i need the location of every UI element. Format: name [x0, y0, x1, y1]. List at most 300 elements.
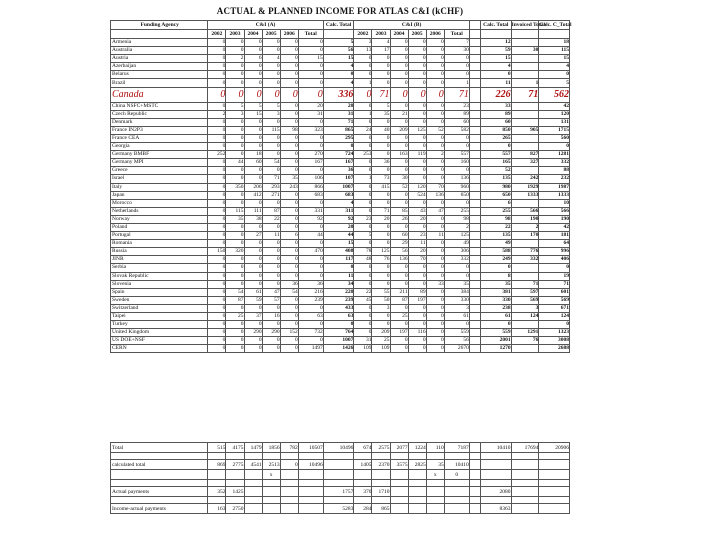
agency-name: CERN [111, 345, 208, 353]
check-box-b: x [426, 470, 444, 480]
value-cell-a: 0 [280, 215, 298, 223]
value-cell-a: 1425 [226, 487, 244, 497]
spacer-row [111, 480, 570, 487]
spacer-cell [469, 288, 480, 296]
value-cell-b: 0 [408, 102, 426, 110]
value-cell-a: 2 [226, 55, 244, 63]
value-cell-a: 0 [298, 71, 323, 79]
spacer-cell [469, 321, 480, 329]
value-cell-a: 216 [298, 288, 323, 296]
value-cell-b: 10410 [444, 460, 469, 470]
value-cell-b: 0 [354, 102, 372, 110]
value-cell-a: 0 [298, 87, 323, 102]
value-cell-a: 0 [298, 223, 323, 231]
value-cell-b: 0 [372, 191, 390, 199]
value-cell-b: 0 [354, 63, 372, 71]
value-cell-b: 0 [354, 223, 372, 231]
agency-name: Romania [111, 240, 208, 248]
value-cell-b: 0 [426, 321, 444, 329]
value-cell-a: 0 [208, 264, 226, 272]
total-cell: 226 [480, 87, 511, 102]
value-cell-a: 0 [280, 223, 298, 231]
value-cell-a: 0 [208, 223, 226, 231]
value-cell-a: 0 [226, 199, 244, 207]
total-cell: 135 [480, 175, 511, 183]
agency-name: Denmark [111, 118, 208, 126]
total-cell: 12 [480, 39, 511, 47]
value-cell-b: 0 [372, 71, 390, 79]
total-cell [511, 118, 539, 126]
value-cell-a: 0 [298, 143, 323, 151]
total-cell: 249 [480, 256, 511, 264]
calc-total-a: 4 [323, 63, 354, 71]
value-cell-b: 0 [426, 264, 444, 272]
blank-cell [208, 470, 226, 480]
value-cell-b: 0 [372, 199, 390, 207]
agency-name: Serbia [111, 264, 208, 272]
value-cell-b: 332 [444, 256, 469, 264]
value-cell-a: 167 [298, 159, 323, 167]
agency-name: Brazil [111, 79, 208, 87]
header-row-years [111, 30, 570, 39]
value-cell-a: 0 [262, 79, 280, 87]
value-cell-b: 0 [372, 143, 390, 151]
value-cell-b: 0 [408, 143, 426, 151]
value-cell-a: 20 [298, 102, 323, 110]
value-cell-b: 0 [354, 207, 372, 215]
total-cell: 190 [539, 215, 570, 223]
blank-cell [280, 470, 298, 480]
value-cell-b: 89 [408, 288, 426, 296]
calc-total-a: 1007 [323, 337, 354, 345]
value-cell-a: 350 [226, 183, 244, 191]
total-cell: 10410 [480, 443, 511, 453]
value-cell-b: 1 [354, 79, 372, 87]
value-cell-b: 0 [354, 272, 372, 280]
total-cell: 0 [539, 264, 570, 272]
value-cell-a: 0 [244, 118, 262, 126]
value-cell-b: 4 [372, 39, 390, 47]
value-cell-b: 0 [426, 47, 444, 55]
check-value-b: 0 [444, 470, 469, 480]
value-cell-a: 0 [226, 47, 244, 55]
value-cell-b: 23 [354, 215, 372, 223]
value-cell-b: 1 [354, 110, 372, 118]
value-cell-a: 36 [298, 280, 323, 288]
value-cell-b: 0 [426, 345, 444, 353]
header-blank [469, 30, 480, 39]
blank-cell [323, 470, 354, 480]
value-cell-a: 0 [226, 329, 244, 337]
spacer-cell [539, 453, 570, 460]
value-cell-a: 331 [298, 207, 323, 215]
table-row [111, 102, 570, 110]
value-cell-a: 0 [280, 167, 298, 175]
calc-total-a: 4 [323, 79, 354, 87]
value-cell-a: 0 [244, 47, 262, 55]
value-cell-a: 0 [262, 321, 280, 329]
value-cell-b: 125 [372, 248, 390, 256]
value-cell-b: 136 [426, 191, 444, 199]
spacer-cell [372, 453, 390, 460]
value-cell-b: 197 [390, 329, 408, 337]
blank-cell [511, 470, 539, 480]
total-cell: 18 [539, 39, 570, 47]
value-cell-a: 0 [226, 337, 244, 345]
spacer-cell [469, 134, 480, 142]
value-cell-a: 0 [280, 143, 298, 151]
spacer-cell [469, 63, 480, 71]
spacer-cell [511, 453, 539, 460]
header-group-b: C&I (B) [354, 21, 470, 30]
agency-name: Israel [111, 175, 208, 183]
calc-total-a: 10496 [323, 443, 354, 453]
value-cell-b: 557 [444, 151, 469, 159]
value-cell-a [244, 487, 262, 497]
total-cell [511, 504, 539, 514]
value-cell-a [298, 487, 323, 497]
total-cell: 905 [511, 126, 539, 134]
spacer-cell [469, 126, 480, 134]
value-cell-b: 0 [444, 71, 469, 79]
spacer-cell [444, 497, 469, 504]
value-cell-b: 11 [408, 240, 426, 248]
total-cell: 49 [480, 240, 511, 248]
value-cell-b: 110 [426, 443, 444, 453]
value-cell-b: 0 [354, 183, 372, 191]
calc-total-a [323, 460, 354, 470]
value-cell-a: 3 [262, 110, 280, 118]
total-cell: 124 [539, 313, 570, 321]
value-cell-a: 0 [244, 87, 262, 102]
value-cell-a: 0 [244, 280, 262, 288]
value-cell-a: 0 [280, 47, 298, 55]
table-row [111, 304, 570, 312]
total-cell: 0 [480, 321, 511, 329]
value-cell-b: 0 [408, 223, 426, 231]
checks-row [111, 470, 570, 480]
total-cell: 6 [480, 199, 511, 207]
total-cell: 597 [511, 288, 539, 296]
spacer-cell [480, 453, 511, 460]
value-cell-b: 0 [426, 159, 444, 167]
value-cell-b: 89 [444, 110, 469, 118]
total-cell [511, 272, 539, 280]
blank-cell [480, 470, 511, 480]
value-cell-b: 0 [444, 167, 469, 175]
value-cell-b: 0 [390, 345, 408, 353]
value-cell-a: 60 [244, 159, 262, 167]
calc-total-a: 20 [323, 223, 354, 231]
calc-total-a: 433 [323, 304, 354, 312]
total-cell: 1 [511, 79, 539, 87]
value-cell-a: 15 [298, 55, 323, 63]
total-cell: 60 [480, 118, 511, 126]
value-cell-a: 0 [298, 240, 323, 248]
total-cell [511, 460, 539, 470]
value-cell-b: 0 [372, 264, 390, 272]
value-cell-b: 0 [426, 223, 444, 231]
value-cell-a: 106 [298, 175, 323, 183]
spacer-cell [244, 480, 262, 487]
total-cell: 327 [511, 159, 539, 167]
total-cell: 120 [539, 110, 570, 118]
value-cell-a: 0 [208, 345, 226, 353]
value-cell-a: 0 [298, 337, 323, 345]
spacer-cell [480, 497, 511, 504]
total-cell: 5 [539, 79, 570, 87]
total-cell: 1333 [539, 191, 570, 199]
value-cell-b: 0 [408, 110, 426, 118]
total-cell: 19 [539, 272, 570, 280]
agency-name: China NSFC+MSTC [111, 102, 208, 110]
value-cell-a: 0 [262, 118, 280, 126]
value-cell-b: 29 [390, 240, 408, 248]
spacer-cell [354, 480, 372, 487]
total-cell: 98 [480, 215, 511, 223]
value-cell-b: 0 [354, 167, 372, 175]
table-row [111, 345, 570, 353]
value-cell-b: 211 [390, 288, 408, 296]
value-cell-a: 782 [280, 443, 298, 453]
total-cell [539, 504, 570, 514]
spacer-cell [408, 453, 426, 460]
value-cell-a: 243 [280, 183, 298, 191]
value-cell-a: 0 [280, 63, 298, 71]
calc-total-a: 20 [323, 102, 354, 110]
agency-name: United Kingdom [111, 329, 208, 337]
table-row [111, 71, 570, 79]
value-cell-b: 865 [372, 504, 390, 514]
total-cell: 10 [539, 199, 570, 207]
value-cell-b: 0 [390, 167, 408, 175]
value-cell-a: 0 [244, 71, 262, 79]
value-cell-b: 0 [390, 134, 408, 142]
total-cell [511, 167, 539, 175]
value-cell-a: 4541 [244, 460, 262, 470]
agency-name: JINR [111, 256, 208, 264]
value-cell-a: 6 [244, 55, 262, 63]
total-cell: 996 [539, 248, 570, 256]
value-cell-a: 6 [280, 232, 298, 240]
total-cell: 569 [511, 296, 539, 304]
total-cell: 135 [480, 232, 511, 240]
value-cell-b: 11 [426, 232, 444, 240]
value-cell-b: 0 [426, 134, 444, 142]
calc-total-a: 107 [323, 175, 354, 183]
value-cell-b: 415 [372, 183, 390, 191]
value-cell-b: 109 [372, 345, 390, 353]
agency-name: Taipei [111, 313, 208, 321]
spacer-cell [469, 175, 480, 183]
blank-cell [408, 470, 426, 480]
value-cell-b: 0 [426, 143, 444, 151]
spacer-cell [280, 453, 298, 460]
value-cell-b: 0 [426, 79, 444, 87]
value-cell-b: 0 [426, 118, 444, 126]
spacer-cell [511, 480, 539, 487]
table-row [111, 183, 570, 191]
blank-cell [390, 470, 408, 480]
total-cell: 562 [539, 87, 570, 102]
value-cell-a: 0 [244, 79, 262, 87]
value-cell-b: 160 [444, 159, 469, 167]
value-cell-b: 22 [354, 288, 372, 296]
value-cell-a [244, 504, 262, 514]
value-cell-b: 13 [354, 47, 372, 55]
calc-total-a: 0 [323, 143, 354, 151]
value-cell-a: 0 [280, 313, 298, 321]
total-cell: 0 [480, 264, 511, 272]
value-cell-a: 0 [298, 134, 323, 142]
table-row [111, 240, 570, 248]
value-cell-a [262, 487, 280, 497]
calc-total-a: 71 [323, 118, 354, 126]
value-cell-a: 0 [208, 321, 226, 329]
value-cell-a: 63 [298, 313, 323, 321]
value-cell-b: 0 [354, 304, 372, 312]
total-cell: 76 [511, 337, 539, 345]
value-cell-a: 0 [208, 47, 226, 55]
spacer-cell [323, 497, 354, 504]
value-cell-b: 330 [444, 296, 469, 304]
value-cell-a: 0 [244, 272, 262, 280]
value-cell-a: 0 [262, 134, 280, 142]
value-cell-a: 0 [262, 223, 280, 231]
spacer-cell [426, 497, 444, 504]
total-cell: 17694 [511, 443, 539, 453]
spacer-cell [469, 191, 480, 199]
value-cell-a: 0 [262, 337, 280, 345]
agency-name: Armenia [111, 39, 208, 47]
value-cell-a: 2513 [262, 460, 280, 470]
spacer-cell [469, 71, 480, 79]
agency-name: France IN2P3 [111, 126, 208, 134]
total-cell [539, 487, 570, 497]
value-cell-b: 0 [426, 329, 444, 337]
value-cell-b: 0 [408, 118, 426, 126]
table-row [111, 47, 570, 55]
total-cell: 232 [539, 175, 570, 183]
value-cell-a: 25 [226, 313, 244, 321]
total-cell: 1323 [539, 329, 570, 337]
total-cell: 3008 [539, 337, 570, 345]
table-row [111, 175, 570, 183]
header-spacer [469, 21, 480, 30]
value-cell-b: 0 [372, 232, 390, 240]
value-cell-a: 0 [262, 87, 280, 102]
value-cell-a: 0 [208, 232, 226, 240]
value-cell-b: 0 [390, 47, 408, 55]
value-cell-b: 0 [390, 87, 408, 102]
total-cell: 569 [539, 296, 570, 304]
value-cell-a: 11 [262, 232, 280, 240]
value-cell-b: 209 [372, 329, 390, 337]
value-cell-a: 22 [262, 215, 280, 223]
value-cell-b: 7 [444, 39, 469, 47]
value-cell-a: 44 [298, 232, 323, 240]
spacer-cell [469, 240, 480, 248]
total-cell: 64 [539, 240, 570, 248]
value-cell-a: 10507 [298, 443, 323, 453]
spacer-cell [390, 453, 408, 460]
spacer-cell [226, 453, 244, 460]
value-cell-a: 0 [208, 183, 226, 191]
value-cell-b: 5 [354, 232, 372, 240]
value-cell-b: 0 [426, 71, 444, 79]
spacer-cell [208, 480, 226, 487]
header-invoiced-total: Invoiced Total [511, 21, 546, 28]
value-cell-b: 26 [390, 215, 408, 223]
blank-cell [539, 470, 570, 480]
table-row [111, 63, 570, 71]
total-cell: 332 [511, 256, 539, 264]
value-cell-a: 0 [208, 79, 226, 87]
value-cell-b: 2077 [390, 443, 408, 453]
value-cell-b: 0 [372, 79, 390, 87]
total-cell: 15 [480, 55, 511, 63]
value-cell-b: 35 [444, 280, 469, 288]
value-cell-a: 0 [208, 118, 226, 126]
spacer-cell [426, 453, 444, 460]
calc-total-a: 44 [323, 232, 354, 240]
value-cell-a: 0 [208, 159, 226, 167]
table-row [111, 337, 570, 345]
value-cell-b: 0 [372, 313, 390, 321]
agency-name: Turkey [111, 321, 208, 329]
value-cell-a: 0 [280, 272, 298, 280]
total-cell: 671 [539, 304, 570, 312]
value-cell-b: 0 [408, 134, 426, 142]
value-cell-b: 56 [390, 248, 408, 256]
spacer-cell [444, 453, 469, 460]
value-cell-b: 119 [408, 151, 426, 159]
value-cell-a: 57 [262, 296, 280, 304]
spacer-cell [469, 313, 480, 321]
value-cell-b: 73 [372, 175, 390, 183]
value-cell-a: 0 [226, 167, 244, 175]
value-cell-b: 61 [444, 313, 469, 321]
value-cell-a: 0 [280, 296, 298, 304]
value-cell-b: 0 [426, 248, 444, 256]
value-cell-b: 43 [408, 207, 426, 215]
value-cell-a: 4 [262, 55, 280, 63]
value-cell-b: 0 [390, 304, 408, 312]
value-cell-b: 0 [372, 134, 390, 142]
row-label: calculated total [111, 460, 208, 470]
value-cell-b: 3 [354, 39, 372, 47]
value-cell-a: 0 [208, 296, 226, 304]
calc-total-a: 4 [323, 199, 354, 207]
value-cell-b: 0 [426, 39, 444, 47]
value-cell-a [298, 504, 323, 514]
value-cell-b: 0 [354, 143, 372, 151]
spacer-cell [262, 453, 280, 460]
value-cell-a: 0 [226, 272, 244, 280]
value-cell-a: 5 [226, 102, 244, 110]
value-cell-a: 271 [262, 191, 280, 199]
value-cell-b: 3 [444, 304, 469, 312]
value-cell-b: 0 [354, 134, 372, 142]
value-cell-b: 20 [408, 248, 426, 256]
total-cell [511, 63, 539, 71]
agency-name: Australia [111, 47, 208, 55]
value-cell-a: 0 [226, 264, 244, 272]
value-cell-b: 0 [408, 175, 426, 183]
value-cell-b: 78 [354, 248, 372, 256]
value-cell-a: 0 [226, 191, 244, 199]
value-cell-b: 35 [372, 110, 390, 118]
